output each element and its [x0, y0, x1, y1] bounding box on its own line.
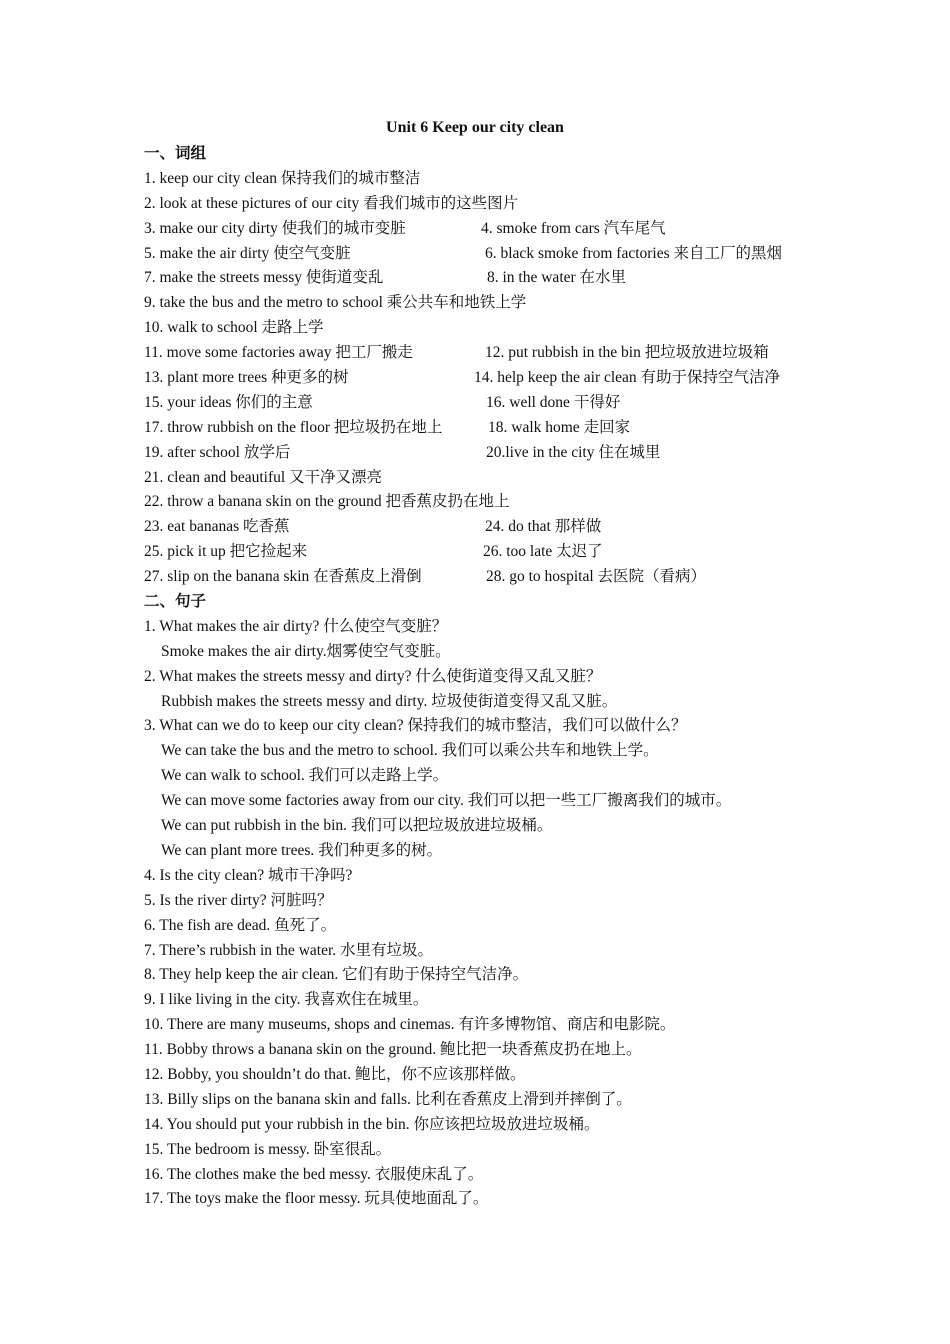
phrase-item: 4. smoke from cars 汽车尾气 — [481, 219, 666, 237]
phrase-row — [144, 366, 844, 391]
sentence-line: 5. Is the river dirty? 河脏吗？ — [144, 891, 333, 909]
phrase-item: 15. your ideas 你们的主意 — [144, 393, 313, 411]
sentence-line: We can take the bus and the metro to school. 我们可以乘公共车和地铁上学。 — [161, 742, 659, 760]
sentence-line: 11. Bobby throws a banana skin on the ground. 鲍比把一块香蕉皮扔在地上。 — [144, 1041, 642, 1059]
phrase-item: 16. well done 干得好 — [486, 393, 621, 411]
sentence-line: 10. There are many museums, shops and cinemas. 有许多博物馆、商店和电影院。 — [144, 1016, 676, 1034]
phrase-item: 10. walk to school 走路上学 — [144, 319, 324, 337]
phrase-row — [144, 192, 844, 217]
phrase-item: 5. make the air dirty 使空气变脏 — [144, 244, 351, 262]
sentence-line: 2. What makes the streets messy and dirty? 什么使街道变得又乱又脏？ — [144, 667, 602, 685]
sentence-line: Rubbish makes the streets messy and dirty. 垃圾使街道变得又乱又脏。 — [161, 692, 618, 710]
sentence-line: We can walk to school. 我们可以走路上学。 — [161, 767, 449, 785]
phrase-row — [144, 441, 844, 466]
sentence-line: 9. I like living in the city. 我喜欢住在城里。 — [144, 991, 429, 1009]
phrase-item: 11. move some factories away 把工厂搬走 — [144, 344, 413, 362]
phrase-item: 26. too late 太迟了 — [483, 543, 603, 561]
phrase-row — [144, 167, 844, 192]
phrase-item: 13. plant more trees 种更多的树 — [144, 369, 349, 387]
phrase-item: 23. eat bananas 吃香蕉 — [144, 518, 290, 536]
sentence-line: 17. The toys make the floor messy. 玩具使地面乱了。 — [144, 1190, 489, 1208]
sentence-line: 14. You should put your rubbish in the bin. 你应该把垃圾放进垃圾桶。 — [144, 1115, 600, 1133]
phrase-item: 3. make our city dirty 使我们的城市变脏 — [144, 219, 406, 237]
phrase-row — [144, 490, 844, 515]
phrase-item: 20.live in the city 住在城里 — [486, 443, 661, 461]
phrase-row — [144, 565, 844, 590]
phrase-item: 27. slip on the banana skin 在香蕉皮上滑倒 — [144, 568, 422, 586]
document-title: Unit 6 Keep our city clean — [386, 119, 564, 136]
sentence-line: 6. The fish are dead. 鱼死了。 — [144, 916, 337, 934]
section-heading-phrases: 一、词组 — [144, 145, 207, 162]
phrase-item: 18. walk home 走回家 — [488, 418, 631, 436]
phrase-item: 14. help keep the air clean 有助于保持空气洁净 — [474, 369, 781, 387]
sentence-line: We can move some factories away from our city. 我们可以把一些工厂搬离我们的城市。 — [161, 792, 732, 810]
phrase-item: 28. go to hospital 去医院（看病） — [486, 568, 707, 586]
sentence-line: 3. What can we do to keep our city clean? 保持我们的城市整洁，我们可以做什么？ — [144, 717, 687, 735]
phrase-row — [144, 341, 844, 366]
sentence-line: 1. What makes the air dirty? 什么使空气变脏？ — [144, 617, 448, 635]
phrase-item: 9. take the bus and the metro to school 乘公共车和地铁上学 — [144, 294, 527, 312]
phrase-row — [144, 416, 844, 441]
phrase-row — [144, 540, 844, 565]
sentence-line: 15. The bedroom is messy. 卧室很乱。 — [144, 1140, 392, 1158]
phrase-item: 25. pick it up 把它捡起来 — [144, 543, 308, 561]
phrase-row — [144, 316, 844, 341]
sentence-line: Smoke makes the air dirty.烟雾使空气变脏。 — [161, 642, 451, 660]
sentence-line: We can plant more trees. 我们种更多的树。 — [161, 841, 443, 859]
phrase-row — [144, 242, 844, 267]
phrase-item: 8. in the water 在水里 — [487, 269, 627, 287]
phrase-item: 24. do that 那样做 — [485, 518, 602, 536]
sentence-line: 7. There’s rubbish in the water. 水里有垃圾。 — [144, 941, 434, 959]
phrase-row — [144, 266, 844, 291]
sentence-line: 8. They help keep the air clean. 它们有助于保持空气洁净。 — [144, 966, 529, 984]
sentence-line: We can put rubbish in the bin. 我们可以把垃圾放进垃圾桶。 — [161, 817, 553, 835]
phrase-item: 1. keep our city clean 保持我们的城市整洁 — [144, 169, 421, 187]
phrase-item: 2. look at these pictures of our city 看我们城市的这些图片 — [144, 194, 519, 212]
phrase-row — [144, 466, 844, 491]
phrase-item: 7. make the streets messy 使街道变乱 — [144, 269, 384, 287]
phrase-item: 6. black smoke from factories 来自工厂的黑烟 — [485, 244, 783, 262]
sentence-line: 13. Billy slips on the banana skin and falls. 比利在香蕉皮上滑到并摔倒了。 — [144, 1090, 632, 1108]
phrase-item: 19. after school 放学后 — [144, 443, 291, 461]
phrase-item: 22. throw a banana skin on the ground 把香蕉皮扔在地上 — [144, 493, 510, 511]
sentence-line: 12. Bobby, you shouldn’t do that. 鲍比，你不应该那样做。 — [144, 1065, 526, 1083]
document-body — [144, 142, 844, 1212]
phrase-row — [144, 391, 844, 416]
section-heading-sentences: 二、句子 — [144, 593, 207, 611]
phrase-item: 17. throw rubbish on the floor 把垃圾扔在地上 — [144, 418, 443, 436]
sentence-line: 16. The clothes make the bed messy. 衣服使床乱了。 — [144, 1165, 484, 1183]
phrase-item: 21. clean and beautiful 又干净又漂亮 — [144, 468, 383, 486]
phrase-item: 12. put rubbish in the bin 把垃圾放进垃圾箱 — [485, 344, 769, 362]
phrase-row — [144, 217, 844, 242]
sentence-line: 4. Is the city clean? 城市干净吗? — [144, 866, 353, 884]
phrase-row — [144, 515, 844, 540]
phrase-row — [144, 291, 844, 316]
